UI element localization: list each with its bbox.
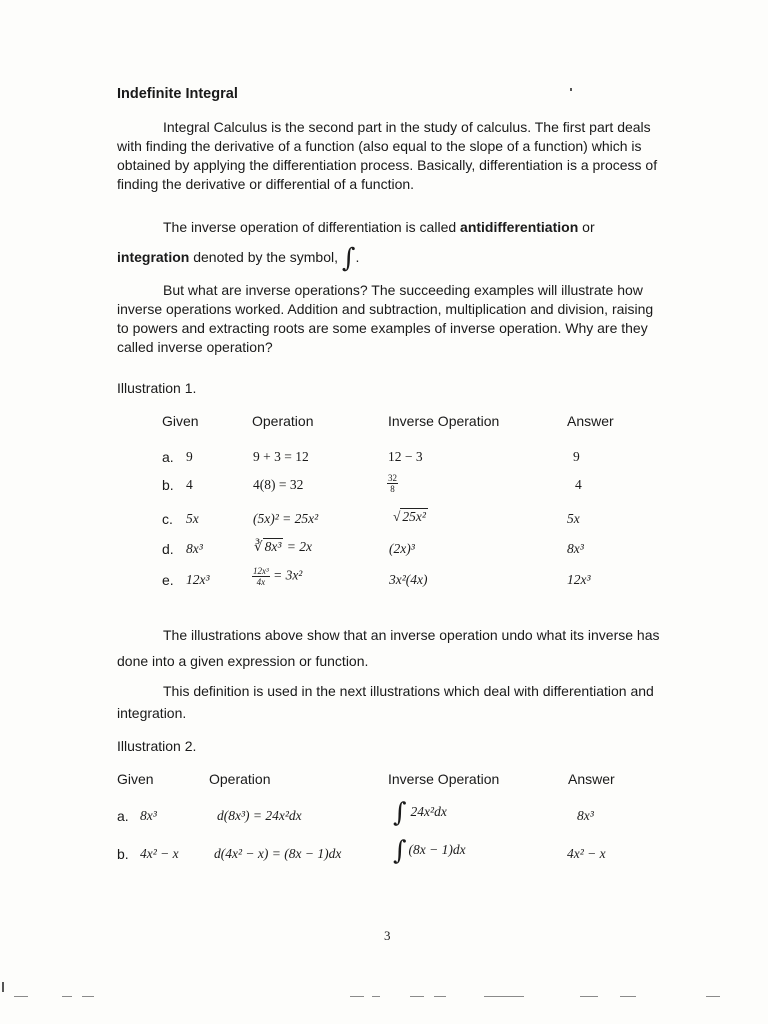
ill2-row-b-integrand: (8x − 1)dx <box>408 842 466 858</box>
ill2-header-operation: Operation <box>209 771 271 787</box>
sqrt-symbol: √ <box>393 509 401 524</box>
ill2-row-a-given: 8x³ <box>140 808 157 823</box>
scan-speck <box>570 88 572 91</box>
p2-text-f: . <box>355 249 360 265</box>
ill1-row-a-given: 9 <box>186 449 193 464</box>
ill1-row-e-operation-result: = 3x² <box>269 567 303 583</box>
ill1-row-c-operation: (5x)² = 25x² <box>253 511 319 526</box>
ill2-row-a-operation: d(8x³) = 24x²dx <box>217 808 302 823</box>
ill1-row-b-inverse <box>387 473 398 494</box>
ill1-row-c-letter: c. <box>162 511 173 527</box>
ill1-row-b-inverse-denominator: 8 <box>390 484 395 494</box>
ill1-row-e-letter: e. <box>162 572 174 588</box>
ill2-row-b-given: 4x² − x <box>140 846 179 861</box>
ill1-row-e-inverse: 3x²(4x) <box>389 572 428 587</box>
ill1-row-e-answer: 12x³ <box>567 572 591 587</box>
ill1-row-d-operation-result: = 2x <box>283 539 313 554</box>
ill2-header-inverse-operation: Inverse Operation <box>388 771 500 787</box>
page-number: 3 <box>384 928 391 943</box>
footer-dash <box>410 996 424 997</box>
ill2-header-answer: Answer <box>568 771 615 787</box>
ill2-row-b-letter: b. <box>117 846 129 862</box>
section-title: Indefinite Integral <box>117 86 238 102</box>
cube-root-symbol: ∛ <box>254 539 263 554</box>
ill2-row-a-answer: 8x³ <box>577 808 594 823</box>
paragraph-inverse-definition <box>117 212 662 272</box>
footer-dash <box>620 996 636 997</box>
ill1-row-a-answer: 9 <box>573 449 580 464</box>
paragraph-next-illustrations-text: This definition is used in the next illustrations which deal with differentiation and integration. <box>117 683 654 721</box>
ill1-row-a-inverse: 12 − 3 <box>388 449 423 464</box>
ill1-row-d-operation <box>254 539 312 555</box>
ill1-row-d-letter: d. <box>162 541 174 557</box>
ill1-row-e-operation-numerator: 12x³ <box>253 566 269 576</box>
ill1-row-c-given: 5x <box>186 511 199 526</box>
ill2-row-a-integrand: 24x²dx <box>410 804 447 820</box>
integral-symbol: ∫ <box>393 798 407 828</box>
ill1-row-c-answer: 5x <box>567 511 580 526</box>
ill1-row-b-operation: 4(8) = 32 <box>253 477 304 492</box>
integral-symbol: ∫ <box>341 243 356 274</box>
paragraph-inverse-operations <box>117 281 662 357</box>
ill1-row-c-inverse <box>393 509 428 525</box>
p2-text-a: The inverse operation of differentiation is called <box>163 219 461 235</box>
illustration-1-label: Illustration 1. <box>117 380 197 396</box>
ill1-row-d-given: 8x³ <box>186 541 203 556</box>
ill2-header-given: Given <box>117 771 154 787</box>
footer-dash <box>372 996 380 997</box>
ill1-row-d-answer: 8x³ <box>567 541 584 556</box>
paragraph-intro <box>117 118 662 194</box>
ill1-row-e-given: 12x³ <box>186 572 210 587</box>
illustration-2-label: Illustration 2. <box>117 738 197 754</box>
ill2-row-b-operation: d(4x² − x) = (8x − 1)dx <box>214 846 342 861</box>
ill2-row-b-answer: 4x² − x <box>567 846 606 861</box>
footer-dash <box>580 996 598 997</box>
ill1-header-given: Given <box>162 413 199 429</box>
footer-dash <box>434 996 446 997</box>
p2-text-c: or <box>578 219 595 235</box>
paragraph-undo <box>117 622 662 674</box>
ill1-row-c-inverse-radicand: 25x² <box>402 509 426 524</box>
ill1-row-b-answer: 4 <box>575 477 582 492</box>
footer-dash <box>484 996 524 997</box>
ill1-row-b-letter: b. <box>162 477 174 493</box>
paragraph-next-illustrations <box>117 680 662 724</box>
paragraph-undo-text: The illustrations above show that an inverse operation undo what its inverse has done into a given expression or function. <box>117 627 660 669</box>
integral-symbol: ∫ <box>393 836 407 866</box>
ill1-header-operation: Operation <box>252 413 314 429</box>
ill1-row-b-given: 4 <box>186 477 193 492</box>
paragraph-intro-text: Integral Calculus is the second part in the study of calculus. The first part deals with finding the derivative of a function (also equal to the slope of a function) which is obtained by applying the differentiation process. Basically, differentiation is a process of finding the derivative or differential of a function. <box>117 119 658 192</box>
p2-text-e: denoted by the symbol, <box>189 249 342 265</box>
ill1-row-e-operation <box>252 566 302 587</box>
paragraph-inverse-operations-text: But what are inverse operations? The succeeding examples will illustrate how inverse operations worked. Addition and subtraction, multiplication and division, raising to powers and extracting roots are some examples of inverse operation. Why are they called inverse operation? <box>117 282 654 355</box>
footer-dash <box>14 996 28 997</box>
ill1-header-answer: Answer <box>567 413 614 429</box>
footer-dash <box>706 996 720 997</box>
ill1-row-a-operation: 9 + 3 = 12 <box>253 449 309 464</box>
term-integration: integration <box>117 249 190 265</box>
ill1-row-d-inverse: (2x)³ <box>389 541 415 556</box>
ill1-row-e-operation-denominator: 4x <box>256 577 266 587</box>
ill1-row-b-inverse-numerator: 32 <box>388 473 397 483</box>
ill2-row-a-inverse <box>393 800 447 826</box>
ill2-row-a-letter: a. <box>117 808 129 824</box>
ill2-row-b-inverse <box>393 838 466 864</box>
footer-dash <box>82 996 94 997</box>
footer-dash <box>62 996 72 997</box>
ill1-row-d-operation-radicand: 8x³ <box>264 539 282 554</box>
ill1-row-a-letter: a. <box>162 449 174 465</box>
footer-dash <box>350 996 364 997</box>
term-antidifferentiation: antidifferentiation <box>460 219 579 235</box>
ill1-header-inverse-operation: Inverse Operation <box>388 413 500 429</box>
scan-speck <box>2 982 4 992</box>
